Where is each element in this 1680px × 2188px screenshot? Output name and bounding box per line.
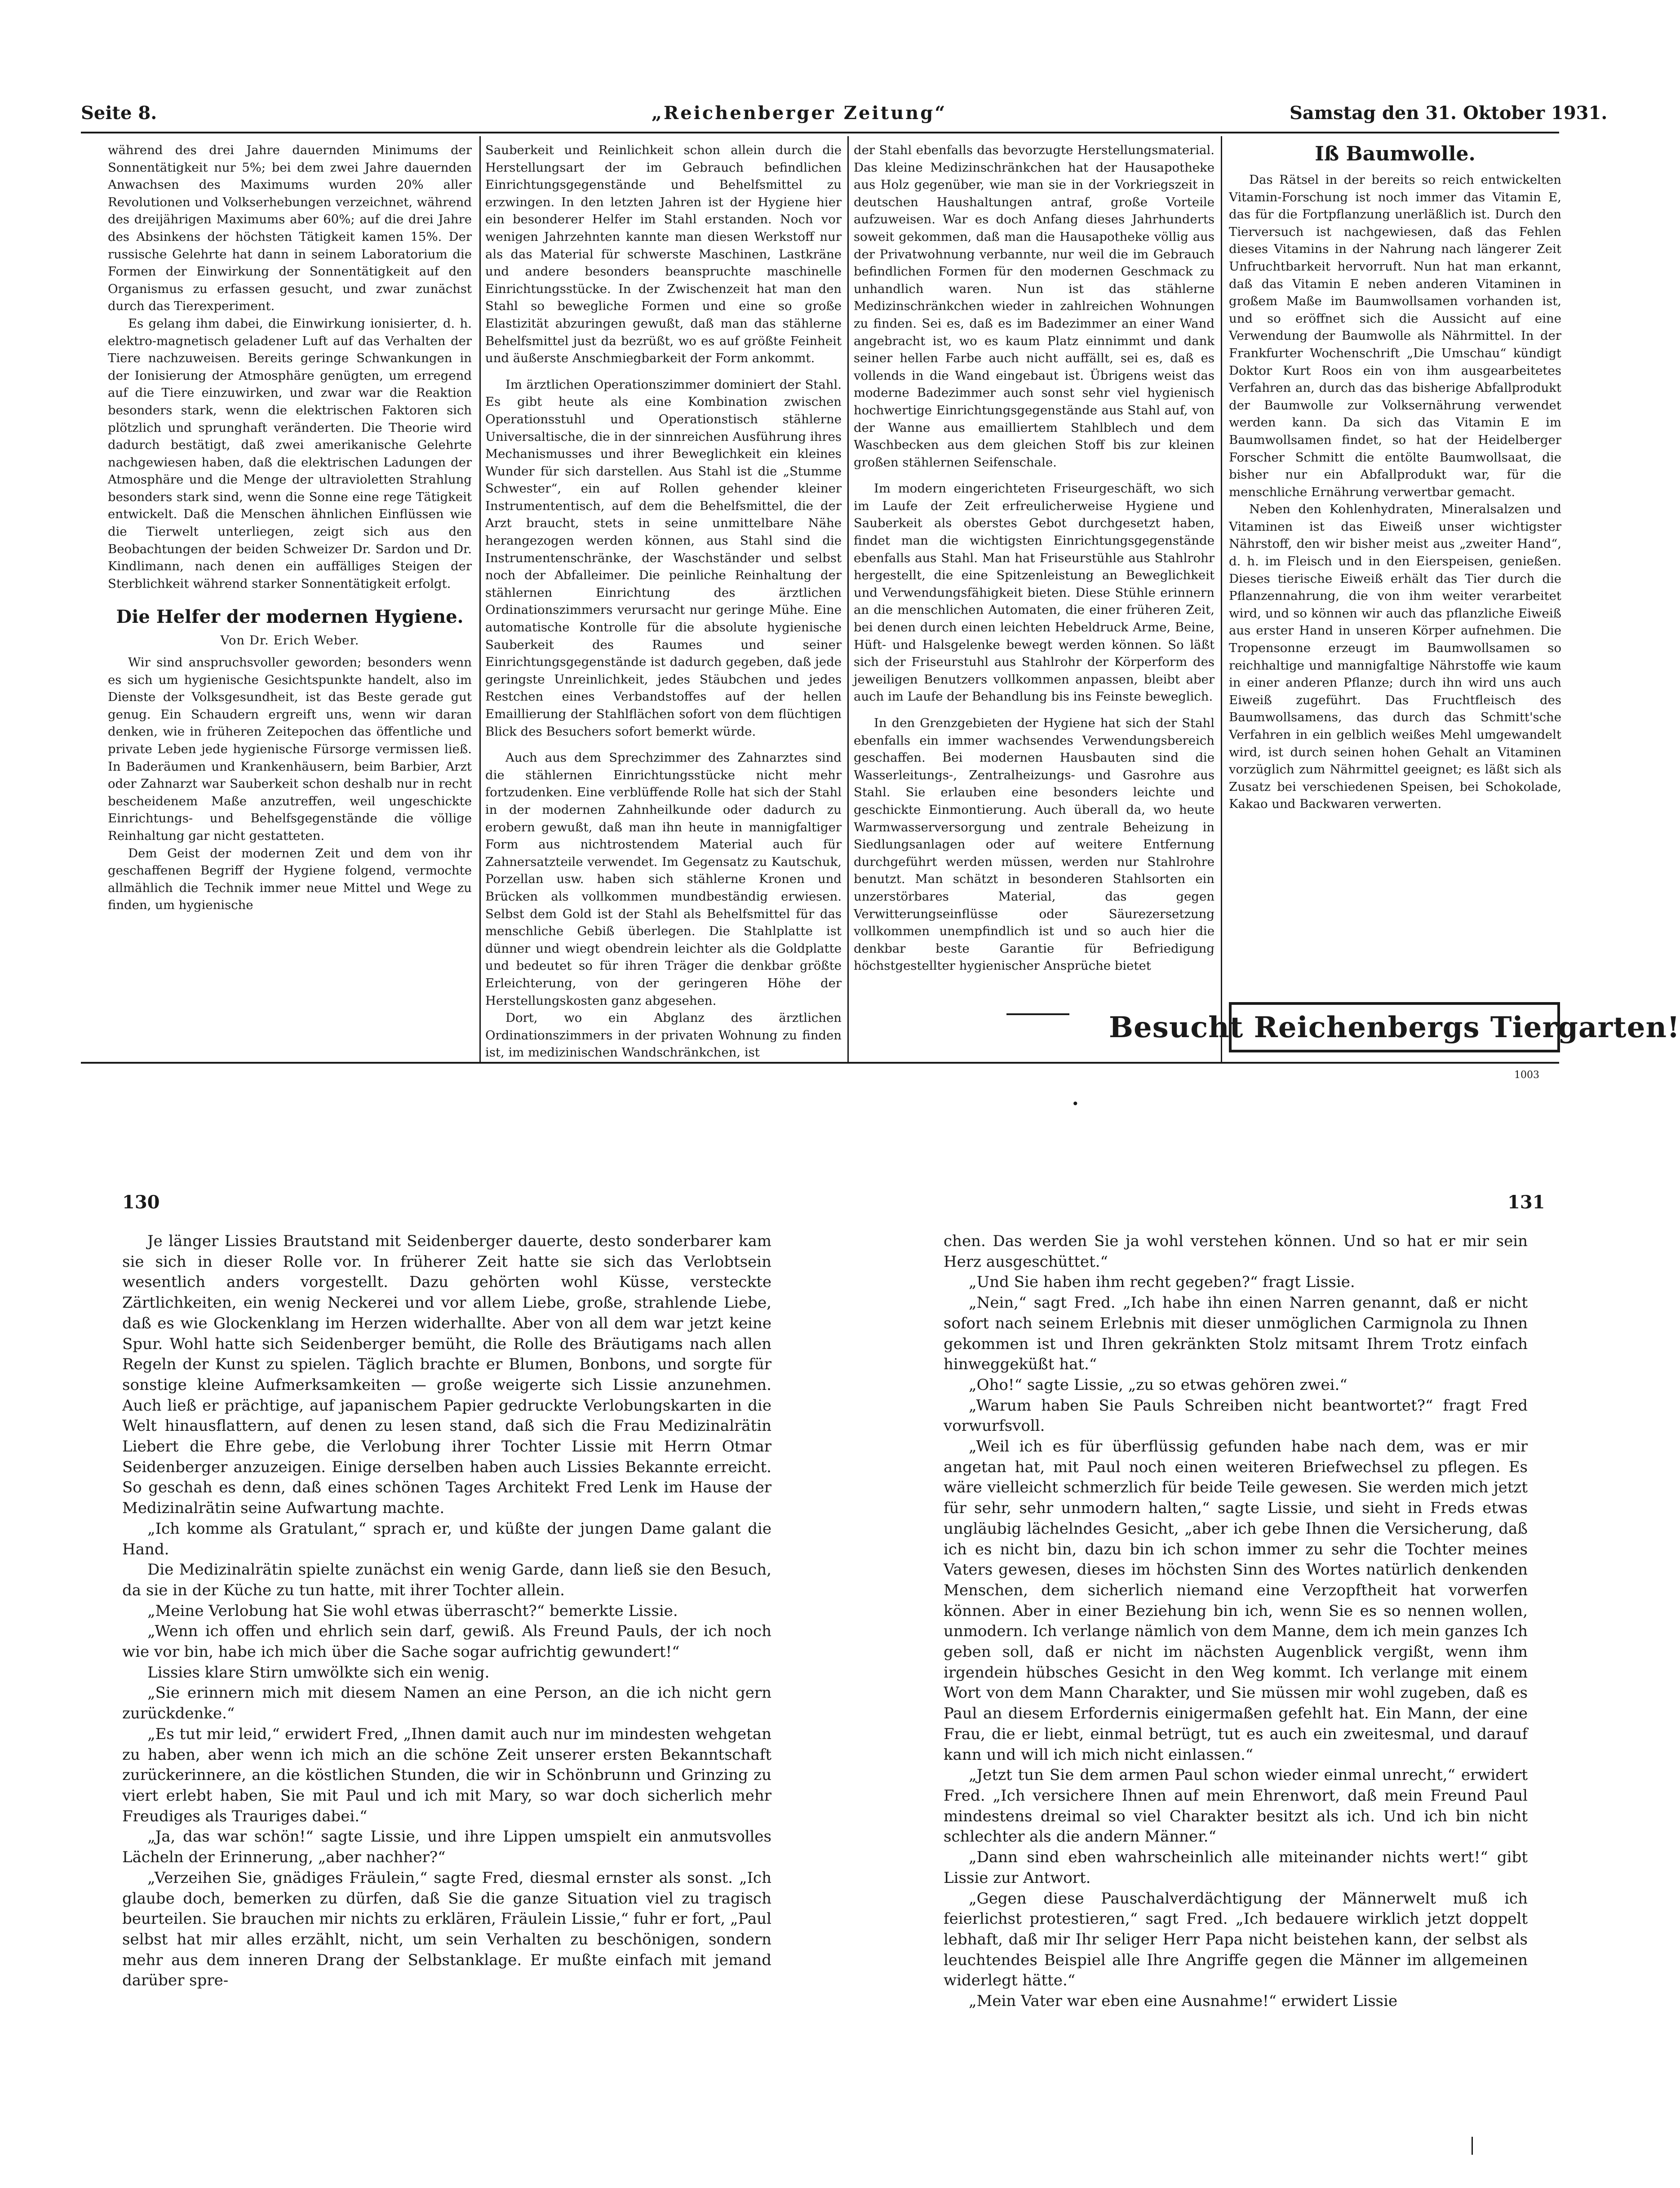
page-number-header: Seite 8. [81,102,157,124]
article-paragraph: Neben den Kohlenhydraten, Mineralsalzen und Vitaminen ist das Eiweiß unser wichtigster Nährstoff, den wir bisher meist aus „zweiter Hand“, d. h. im Fleisch und in den Eierspeisen, genießen. Dieses tierische Eiweiß erhält das Tier durch die Pflanzennahrung, die von ihm weiter verarbeitet wird, und so können wir auch das pflanzliche Eiweiß aus erster Hand in unseren Körper aufnehmen. Die Tropensonne erzeugt im Baumwollsamen so reichhaltige und mannigfaltige Nährstoffe wie kaum in einer anderen Pflanze; durch ihn wird uns auch Eiweiß zugeführt. Das Fruchtfleisch des Baumwollsamens, das durch das Schmitt'sche Verfahren in ein gelblich weißes Mehl umgewandelt wird, ist durch seinen hohen Gehalt an Vitaminen vorzüglich zum Nährmittel geeignet; es läßt sich als Zusatz bei verschiedenen Speisen, bei Schokolade, Kakao und Backwaren verwerten. [1229,502,1561,812]
article-paragraph: Im ärztlichen Operationszimmer dominiert der Stahl. Es gibt heute als eine Kombination zwischen Operationsstuhl und Operationstisch stählerne Universaltische, die in der sinnreichen Ausführung ihres Mechanismusses und ihrer Beweglichkeit ein kleines Wunder für sich darstellen. Aus Stahl ist die „Stumme Schwester“, ein auf Rollen gehender kleiner Instrumententisch, auf dem die Behelfsmittel, die der Arzt braucht, stets in seine unmittelbare Nähe herangezogen werden können, aus Stahl sind die Instrumentenschränke, der Waschständer und selbst noch der Abfalleimer. Die peinliche Reinhaltung der stählernen Einrichtung des ärztlichen Ordinationszimmers verursacht nur geringe Mühe. Eine automatische Kontrolle für die absolute hygienische Sauberkeit des Raumes und seiner Einrichtungsgegenstände ist dadurch gegeben, daß jede geringste Unreinlichkeit, jedes Stäubchen und jedes Restchen eines Verbandstoffes auf der hellen Emaillierung der Stahlflächen sofort von dem flüchtigen Blick des Besuchers sofort bemerkt würde. [485,377,842,739]
book-paragraph: „Sie erinnern mich mit diesem Namen an eine Person, an die ich nicht gern zurückdenke.“ [122,1684,771,1723]
book-paragraph: Die Medizinalrätin spielte zunächst ein wenig Garde, dann ließ sie den Besuch, da sie in der Küche zu tun hatte, mit ihrer Tochter allein. [122,1561,771,1599]
book-paragraph: „Und Sie haben ihm recht gegeben?“ fragt Lissie. [969,1273,1355,1291]
article-paragraph: In den Grenzgebieten der Hygiene hat sich der Stahl ebenfalls ein immer wachsendes Verwendungsbereich geschaffen. Bei modernen Hausbauten sind die Wasserleitungs-, Zentralheizungs- und Gasrohre aus Stahl. Sie erlauben eine besonders leichte und geschickte Einmontierung. Auch überall da, wo heute Warmwasserversorgung und zentrale Beheizung in Siedlungsanlagen oder auf weitere Entfernung durchgeführt werden müssen, werden nur Stahlrohre benutzt. Man schätzt in besonderen Stahlsorten ein unzerstörbares Material, das gegen Verwitterungseinflüsse oder Säurezersetzung vollkommen unempfindlich ist und so auch hier die denkbar beste Garantie für Befriedigung höchstgestellter hygienischer Ansprüche bietet [854,716,1215,973]
article-paragraph: Sauberkeit und Reinlichkeit schon allein durch die Herstellungsart der im Gebrauch befindlichen Einrichtungsgegenstände und Behelfsmittel zu erzwingen. In den letzten Jahren ist der Hygiene hier ein besonderer Helfer im Stahl erstanden. Noch vor wenigen Jahrzehnten kannte man diesen Werkstoff nur als das Material für schwerste Maschinen, Lastkräne und andere besonders beanspruchte maschinelle Einrichtungsstücke. In der Zwischenzeit hat man den Stahl so bewegliche Formen und eine so große Elastizität abzuringen gewußt, daß man das stählerne Behelfsmittel just da bezrüßt, wo es auf größte Feinheit und äußerste Anschmiegbarkeit der Form ankommt. [485,143,842,366]
article-paragraph: Das Rätsel in der bereits so reich entwickelten Vitamin-Forschung ist noch immer das Vitamin E, das für die Fortpflanzung unerläßlich ist. Durch den Tierversuch ist nachgewiesen, daß das Fehlen dieses Vitamins in der Nahrung nach längerer Zeit Unfruchtbarkeit hervorruft. Nun hat man erkannt, daß das Vitamin E neben anderen Vitaminen in großem Maße im Baumwollsamen vorhanden ist, und so eröffnet sich die Aussicht auf eine Verwendung der Baumwolle als Nährmittel. In der Frankfurter Wochenschrift „Die Umschau“ kündigt Doktor Kurt Roos ein von ihm ausgearbeitetes Verfahren an, durch das das bisherige Abfallprodukt der Baumwolle zur Volksernährung verwendet werden kann. Da sich das Vitamin E im Baumwollsamen findet, so hat der Heidelberger Forscher Schmitt die entölte Baumwollsaat, die bisher nur ein Abfallprodukt war, für die menschliche Ernährung verwertbar gemacht. [1229,173,1561,499]
book-paragraph: Lissies klare Stirn umwölkte sich ein wenig. [147,1663,490,1682]
speck: • [1072,1096,1079,1111]
article-paragraph: Im modern eingerichteten Friseurgeschäft, wo sich im Laufe der Zeit erfreulicherweise Hygiene und Sauberkeit als oberstes Gebot durchgesetzt haben, findet man die wichtigsten Einrichtungsgegenstände ebenfalls aus Stahl. Man hat Friseurstühle aus Stahlrohr hergestellt, die eine Spitzenleistung an Beweglichkeit und Verwendungsfähigkeit bieten. Diese Stühle erinnern an die menschlichen Automaten, die einer früheren Zeit, bei denen durch einen leichten Hebeldruck Arme, Beine, Hüft- und Halsgelenke bewegt werden können. So läßt sich der Friseurstuhl aus Stahlrohr der Körperform des jeweiligen Benutzers vollkommen anpassen, bleibt aber auch im Laufe der Behandlung bis ins Feinste beweglich. [854,481,1215,704]
column-4 [1229,142,1561,950]
advertisement-text: Besucht Reichenbergs Tiergarten! [1108,1010,1680,1044]
book-paragraph: „Gegen diese Pauschalverdächtigung der Männerwelt muß ich feierlichst protestieren,“ sagt Fred. „Ich bedauere wirklich jetzt doppelt lebhaft, daß mir Ihr seliger Herr Papa nicht beistehen kann, der selbst als leuchtendes Beispiel alle Ihre Angriffe gegen die Männer im allgemeinen widerlegt hätte.“ [944,1889,1528,1990]
article-paragraph: Dort, wo ein Abglanz des ärztlichen Ordinationszimmers in der privaten Wohnung zu finden ist, im medizinischen Wandschränkchen, ist [485,1011,842,1060]
column-divider [479,136,481,1062]
column-1 [108,142,472,1062]
book-page-number-left: 130 [122,1192,160,1213]
book-paragraph: „Wenn ich offen und ehrlich sein darf, gewiß. Als Freund Pauls, der ich noch wie vor bin, habe ich mich über die Sache sogar aufrichtig gewundert!“ [122,1622,771,1661]
column-divider [1221,136,1222,1062]
book-paragraph: chen. Das werden Sie ja wohl verstehen können. Und so hat er mir sein Herz ausgeschüttet.“ [944,1232,1528,1271]
book-paragraph: Je länger Lissies Brautstand mit Seidenberger dauerte, desto sonderbarer kam sie sich in dieser Rolle vor. In früherer Zeit hatte sie sich das Verlobtsein wesentlich anders vorgestellt. Dazu gehörten wohl Küsse, versteckte Zärtlichkeiten, ein wenig Neckerei und vor allem Liebe, große, strahlende Liebe, daß es wie Glockenklang im Herzen widerhallte. Aber von all dem war jetzt keine Spur. Wohl hatte sich Seidenberger bemüht, die Rolle des Bräutigams nach allen Regeln der Kunst zu spielen. Täglich brachte er Blumen, Bonbons, und sorgte für sonstige kleine Aufmerksamkeiten — große weigerte sich Lissie anzunehmen. Auch ließ er prächtige, auf japanischem Papier gedruckte Verlobungskarten in die Welt hinausflattern, auf denen zu lesen stand, daß sich die Frau Medizinalrätin Liebert die Ehre gebe, die Verlobung ihrer Tochter Lissie mit Herrn Otmar Seidenberger anzuzeigen. Einige derselben haben auch Lissies Bekannte erreicht. So geschah es denn, daß eines schönen Tages Architekt Fred Lenk im Hause der Medizinalrätin seine Aufwartung machte. [122,1232,771,1518]
fold-mark: 1003 [1514,1070,1539,1081]
book-paragraph: „Nein,“ sagt Fred. „Ich habe ihn einen Narren genannt, daß er nicht sofort nach seinem Erlebnis mit dieser unmöglichen Carmignola zu Ihnen gekommen ist und Ihren gekränkten Stolz mitsamt Ihrem Trotz einfach hinweggeküßt hat.“ [944,1294,1528,1374]
book-page-number-right: 131 [1507,1192,1545,1213]
article-title: Die Helfer der modernen Hygiene. [116,606,464,628]
column-divider [847,136,849,1062]
article-paragraph: während des drei Jahre dauernden Minimums der Sonnentätigkeit nur 5%; bei dem zwei Jahre dauernden Anwachsen des Maximums wurden 20% aller Revolutionen und Volkserhebungen verzeichnet, während des dreijährigen Maximums aber 60%; auf die drei Jahre des Absinkens der höchsten Tätigkeit kamen 15%. Der russische Gelehrte hat dann in seinem Laboratorium die Formen der Einwirkung der Sonnentätigkeit auf den Organismus zu erfassen gesucht, und zwar zunächst durch das Tierexperiment. [108,143,472,314]
issue-date: Samstag den 31. Oktober 1931. [1290,102,1608,124]
advertisement [1108,1002,1680,1052]
article-paragraph: Dem Geist der modernen Zeit und dem von ihr geschaffenen Begriff der Hygiene folgend, vermochte allmählich die Technik immer neue Mittel und Wege zu finden, um hygienische [108,846,472,913]
book-paragraph: „Es tut mir leid,“ erwidert Fred, „Ihnen damit auch nur im mindesten wehgetan zu haben, aber wenn ich mich an die schöne Zeit unserer ersten Bekanntschaft zurückerinnere, an die köstlichen Stunden, die wir in Schönbrunn und Grinzing zu viert erlebt haben, Sie mit Paul und ich mit Mary, so war doch sicherlich mehr Freudiges als Trauriges dabei.“ [122,1725,771,1825]
book-paragraph: „Dann sind eben wahrscheinlich alle miteinander nichts wert!“ gibt Lissie zur Antwort. [944,1848,1528,1887]
header-rule [81,132,1559,133]
book-paragraph: „Ich komme als Gratulant,“ sprach er, und küßte der jungen Dame galant die Hand. [122,1519,771,1558]
book-paragraph: „Jetzt tun Sie dem armen Paul schon wieder einmal unrecht,“ erwidert Fred. „Ich versichere Ihnen auf mein Ehrenwort, daß mein Freund Paul mindestens dreimal so viel Charakter besitzt als ich. Und ich bin nicht schlechter als die andern Männer.“ [944,1766,1528,1846]
article-paragraph: Es gelang ihm dabei, die Einwirkung ionisierter, d. h. elektro-magnetisch geladener Luft auf das Verhalten der Tiere nachzuweisen. Bereits geringe Schwankungen in der Ionisierung der Atmosphäre genügten, um erregend auf die Tiere einzuwirken, und zwar war die Reaktion besonders stark, wenn die elektrischen Faktoren sich plötzlich und sprunghaft veränderten. Die Theorie wird dadurch bestätigt, daß zwei amerikanische Gelehrte nachgewiesen haben, daß die elektrischen Ladungen der Atmosphäre und die Menge der ultravioletten Strahlung besonders stark sind, wenn die Sonne eine rege Tätigkeit entwickelt. Daß die Menschen ähnlichen Einflüssen wie die Tierwelt unterliegen, zeigt sich aus den Beobachtungen der beiden Schweizer Dr. Sardon und Dr. Kindlimann, nach denen ein auffälliges Steigen der Sterblichkeit während starker Sonnentätigkeit erfolgt. [108,316,472,591]
article-author: Von Dr. Erich Weber. [220,633,359,648]
book-paragraph: „Weil ich es für überflüssig gefunden habe nach dem, was er mir angetan hat, mit Paul noch einen weiteren Briefwechsel zu pflegen. Es wäre vielleicht schmerzlich für beide Teile gewesen. Sie werden mich jetzt für sehr, sehr unmodern halten,“ sagte Lissie, und sieht in Freds etwas ungläubig lächelndes Gesicht, „aber ich gebe Ihnen die Versicherung, daß ich es nicht bin, dazu bin ich schon immer zu sehr die Tochter meines Vaters gewesen, dieses im höchsten Sinn des Wortes natürlich denkenden Menschen, dem sicherlich niemand eine Verzopftheit hat vorwerfen können. Aber in einer Beziehung bin ich, wenn Sie es so nennen wollen, unmodern. Ich verlange nämlich von dem Manne, dem ich mein ganzes Ich geben soll, daß er nicht im nächsten Augenblick vergißt, wenn ihm irgendein hübsches Gesicht in den Weg kommt. Ich verlange mit einem Wort von dem Mann Charakter, und Sie müssen mir wohl zugeben, daß es Paul an diesem Erfordernis einigermaßen gefehlt hat. Ein Mann, der eine Frau, die er liebt, einmal betrügt, tut es auch ein zweitesmal, und darauf kann und will ich mich nicht einlassen.“ [944,1438,1528,1764]
book-paragraph: „Warum haben Sie Pauls Schreiben nicht beantwortet?“ fragt Fred vorwurfsvoll. [944,1396,1528,1435]
end-rule [1006,1013,1069,1015]
book-paragraph: „Verzeihen Sie, gnädiges Fräulein,“ sagte Fred, diesmal ernster als sonst. „Ich glaube doch, bemerken zu dürfen, daß Sie die ganze Situation viel zu tragisch beurteilen. Sie brauchen mir nichts zu erklären, Fräulein Lissie,“ fuhr er fort, „Paul selbst hat mir alles erzählt, nicht, um sein Verhalten zu beschönigen, sondern mehr aus dem inneren Drang der Selbstanklage. Er mußte einfach mit jemand darüber spre- [122,1868,771,1990]
book-paragraph: „Mein Vater war eben eine Ausnahme!“ erwidert Lissie [969,1992,1398,2010]
scan-mark [1472,2137,1473,2155]
column-3 [854,142,1215,995]
book-page-left [122,1231,771,2040]
article-title: Iß Baumwolle. [1315,142,1476,165]
newspaper-title: „Reichenberger Zeitung“ [652,102,947,124]
article-paragraph: Auch aus dem Sprechzimmer des Zahnarztes sind die stählernen Einrichtungsstücke nicht mehr fortzudenken. Eine verblüffende Rolle hat sich der Stahl in der modernen Zahnheilkunde oder dadurch zu erobern gewußt, daß man ihn heute in mannigfaltiger Form aus nichtrostendem Material auch für Zahnersatzteile verwendet. Im Gegensatz zu Kautschuk, Porzellan usw. haben sich stählerne Kronen und Brücken als vollkommen mundbeständig erwiesen. Selbst dem Gold ist der Stahl als Behelfsmittel für das menschliche Gebiß überlegen. Die Stahlplatte ist dünner und wiegt obendrein leichter als die Goldplatte und bedeutet so für ihren Träger die denkbar größte Erleichterung, von der geringeren Höhe der Herstellungskosten ganz abgesehen. [485,750,842,1008]
book-page-right [944,1231,1528,2040]
book-paragraph: „Ja, das war schön!“ sagte Lissie, und ihre Lippen umspielt ein anmutsvolles Lächeln der Erinnerung, „aber nachher?“ [122,1828,771,1867]
footer-rule [81,1062,1559,1064]
article-paragraph: Wir sind anspruchsvoller geworden; besonders wenn es sich um hygienische Gesichtspunkte handelt, also im Dienste der Volksgesundheit, ist das Beste gerade gut genug. Ein Schaudern ergreift uns, wenn wir daran denken, wie in früheren Zeitepochen das öffentliche und private Leben jede hygienische Fürsorge vermissen ließ. In Baderäumen und Krankenhäusern, beim Barbier, Arzt oder Zahnarzt war Sauberkeit schon deshalb nur in recht bescheidenem Maße anzutreffen, weil ungeschickte Einrichtungs- und Behelfsgegenstände die völlige Reinhaltung gar nicht gestatteten. [108,655,472,843]
book-paragraph: „Oho!“ sagte Lissie, „zu so etwas gehören zwei.“ [969,1376,1348,1394]
article-paragraph: der Stahl ebenfalls das bevorzugte Herstellungsmaterial. Das kleine Medizinschränkchen hat der Hausapotheke aus Holz gegenüber, wie man sie in der Vorkriegszeit in deutschen Haushaltungen antraf, große Vorteile aufzuweisen. War es doch Anfang dieses Jahrhunderts soweit gekommen, daß man die Hausapotheke völlig aus der Privatwohnung verbannte, nur weil die im Gebrauch befindlichen Formen für den modernen Geschmack zu unhandlich waren. Nun ist das stählerne Medizinschränkchen wieder in zahlreichen Wohnungen zu finden. Sei es, daß es im Badezimmer an einer Wand angebracht ist, wo es kaum Platz einnimmt und dank seiner hellen Farbe auch nicht auffällt, sei es, daß es vollends in die Wand eingebaut ist. Übrigens weist das moderne Badezimmer auch sonst sehr viel hygienisch hochwertige Einrichtungsgegenstände aus Stahl auf, von der Wanne aus emailliertem Stahlblech und dem Waschbecken aus dem gleichen Stoff bis zur kleinen großen stählernen Seifenschale. [854,143,1215,470]
column-2 [485,142,842,1062]
book-paragraph: „Meine Verlobung hat Sie wohl etwas überrascht?“ bemerkte Lissie. [147,1602,678,1620]
